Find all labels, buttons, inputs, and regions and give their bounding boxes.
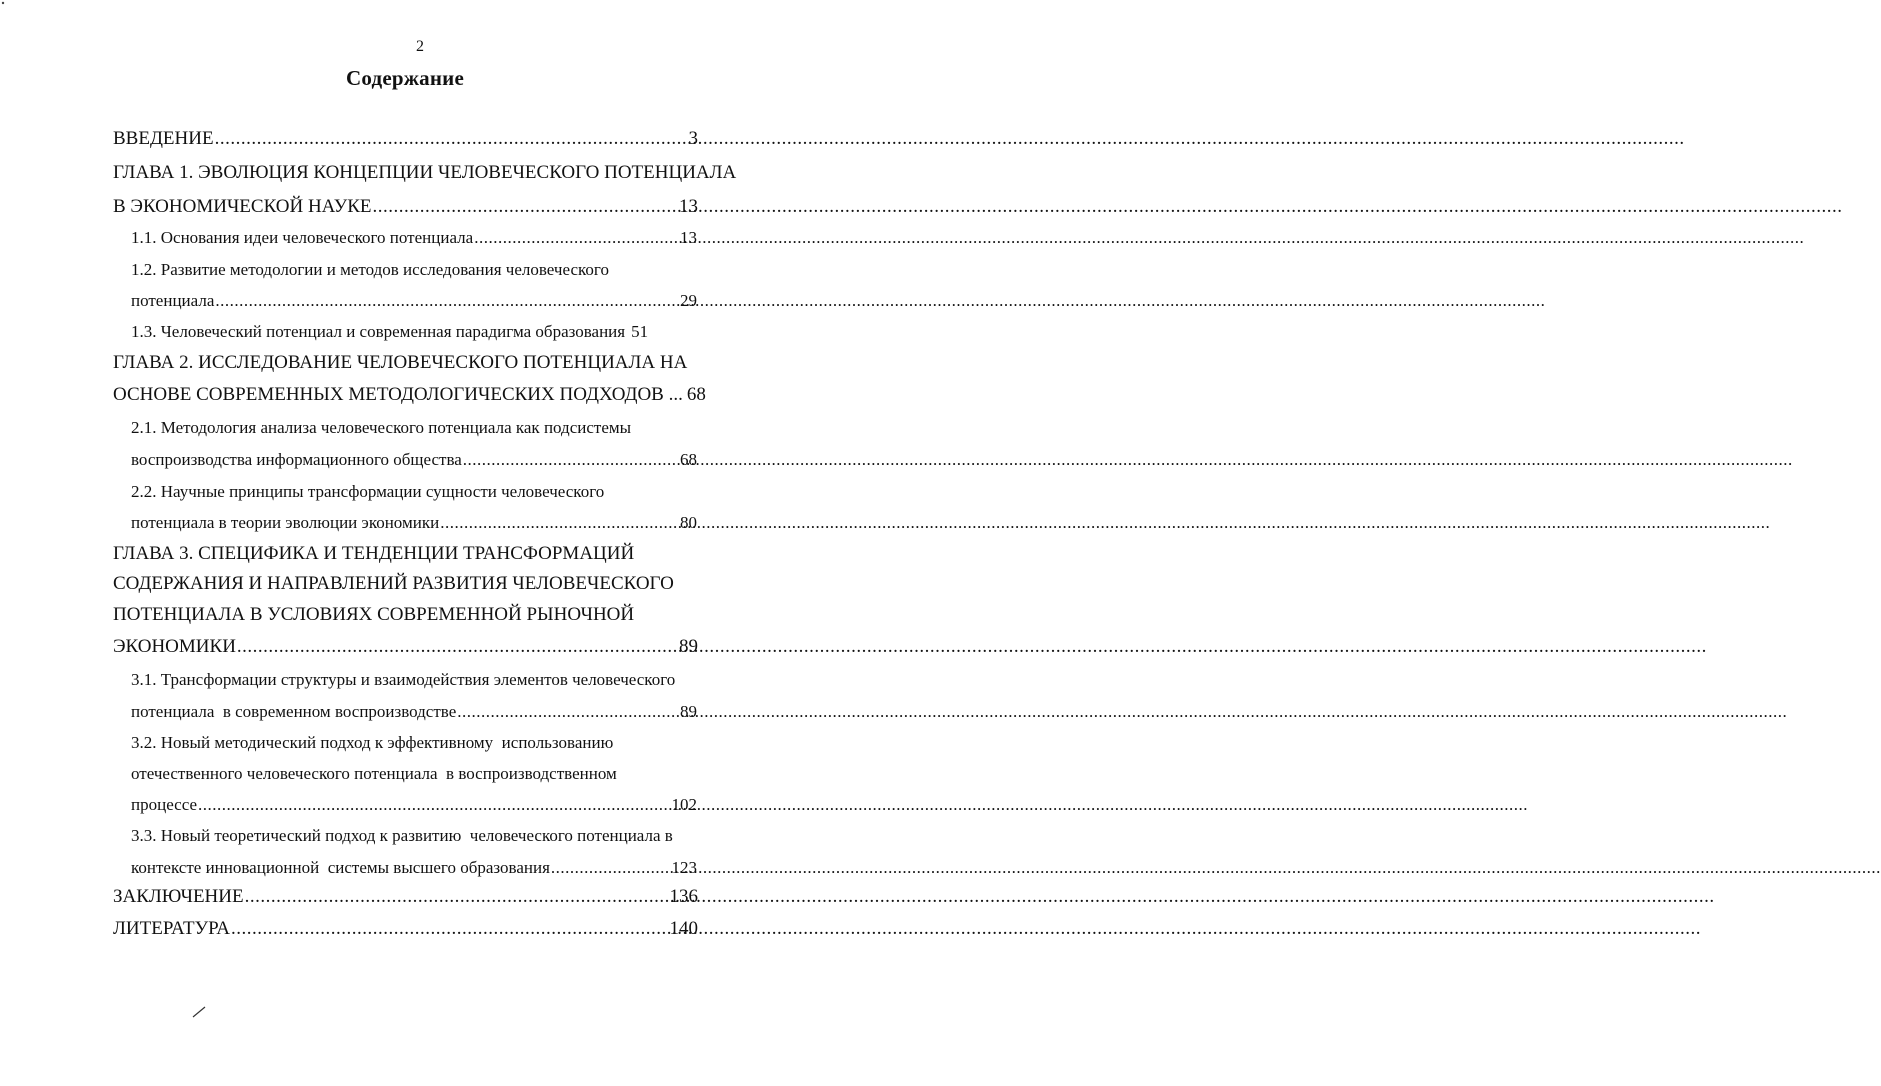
toc-entry-chapter3 [113,636,698,658]
toc-leader-dots [245,886,669,908]
toc-entry-page: 89 [679,636,698,657]
toc-3-2-line1: 3.2. Новый методический подход к эффективному использованию [131,733,614,752]
page-title: Содержание [346,66,464,90]
toc-chapter2-line1: ГЛАВА 2. ИССЛЕДОВАНИЕ ЧЕЛОВЕЧЕСКОГО ПОТЕНЦИАЛА НА [113,352,688,373]
toc-3-1-line1: 3.1. Трансформации структуры и взаимодействия элементов человеческого [131,670,676,689]
toc-3-3-line1: 3.3. Новый теоретический подход к развитию человеческого потенциала в [131,826,673,845]
toc-entry-label: потенциала в современном воспроизводстве [131,702,457,721]
toc-leader-dots [457,702,679,722]
toc-entry-page: 102 [671,795,697,814]
toc-leader-dots [215,291,679,311]
toc-entry-label: В ЭКОНОМИЧЕСКОЙ НАУКЕ [113,196,372,217]
toc-entry-chapter2 [113,384,706,406]
toc-entry-introduction [113,128,698,150]
toc-entry-page: 123 [671,858,697,877]
toc-leader-dots [231,918,669,940]
toc-entry-page: 140 [669,918,698,939]
toc-entry-label: 1.3. Человеческий потенциал и современная парадигма образования [131,322,626,341]
scan-mark [192,1006,206,1018]
toc-chapter3-line2: СОДЕРЖАНИЯ И НАПРАВЛЕНИЙ РАЗВИТИЯ ЧЕЛОВЕЧЕСКОГО [113,573,674,594]
toc-entry-label: ЛИТЕРАТУРА [113,918,230,939]
toc-entry-page: 3 [688,128,698,149]
toc-entry-1-2 [131,291,697,311]
scan-mark [0,0,6,6]
toc-entry-label: ВВЕДЕНИЕ [113,128,214,149]
toc-entry-label: потенциала в теории эволюции экономики [131,513,440,532]
page-number: 2 [416,38,424,55]
toc-leader-dots [463,450,679,470]
toc-entry-page: 68 [686,384,706,405]
toc-entry-page: 136 [669,886,698,907]
toc-entry-3-1 [131,702,697,722]
toc-entry-2-1 [131,450,697,470]
toc-entry-3-2 [131,795,697,815]
toc-entry-label: ЗАКЛЮЧЕНИЕ [113,886,244,907]
toc-leader-dots [440,513,679,533]
toc-entry-chapter1 [113,196,698,218]
toc-entry-page: 29 [680,291,697,310]
document-page [0,0,791,1086]
toc-entry-3-3 [131,858,697,878]
toc-entry-label: процессе [131,795,198,814]
toc-entry-1-1 [131,228,697,248]
toc-2-1-line1: 2.1. Методология анализа человеческого потенциала как подсистемы [131,418,632,437]
toc-leader-dots [551,858,671,878]
toc-entry-label: ОСНОВЕ СОВРЕМЕННЫХ МЕТОДОЛОГИЧЕСКИХ ПОДХОДОВ ... [113,384,683,405]
toc-entry-label: воспроизводства информационного общества [131,450,462,469]
toc-leader-dots [237,636,678,658]
toc-entry-page: 80 [680,513,697,532]
toc-entry-page: 51 [631,322,649,341]
toc-leader-dots [198,795,670,815]
toc-entry-page: 13 [679,196,698,217]
toc-leader-dots [372,196,678,218]
toc-entry-1-3 [131,322,695,342]
toc-3-2-line2: отечественного человеческого потенциала в воспроизводственном [131,764,617,783]
toc-chapter3-line1: ГЛАВА 3. СПЕЦИФИКА И ТЕНДЕНЦИИ ТРАНСФОРМАЦИЙ [113,543,635,564]
toc-chapter1-line1: ГЛАВА 1. ЭВОЛЮЦИЯ КОНЦЕПЦИИ ЧЕЛОВЕЧЕСКОГО ПОТЕНЦИАЛА [113,162,737,183]
toc-entry-label: контексте инновационной системы высшего образования [131,858,550,877]
toc-entry-conclusion [113,886,698,908]
toc-1-2-line1: 1.2. Развитие методологии и методов исследования человеческого [131,260,609,279]
toc-2-2-line1: 2.2. Научные принципы трансформации сущности человеческого [131,482,605,501]
toc-leader-dots [474,228,679,248]
toc-entry-page: 68 [680,450,697,469]
toc-chapter3-line3: ПОТЕНЦИАЛА В УСЛОВИЯХ СОВРЕМЕННОЙ РЫНОЧНОЙ [113,604,635,625]
toc-leader-dots [215,128,688,150]
toc-entry-page: 13 [680,228,697,247]
toc-entry-literature [113,918,698,940]
toc-entry-label: потенциала [131,291,215,310]
toc-entry-label: ЭКОНОМИКИ [113,636,236,657]
toc-entry-page: 89 [680,702,697,721]
toc-entry-label: 1.1. Основания идеи человеческого потенциала [131,228,474,247]
toc-entry-2-2 [131,513,697,533]
